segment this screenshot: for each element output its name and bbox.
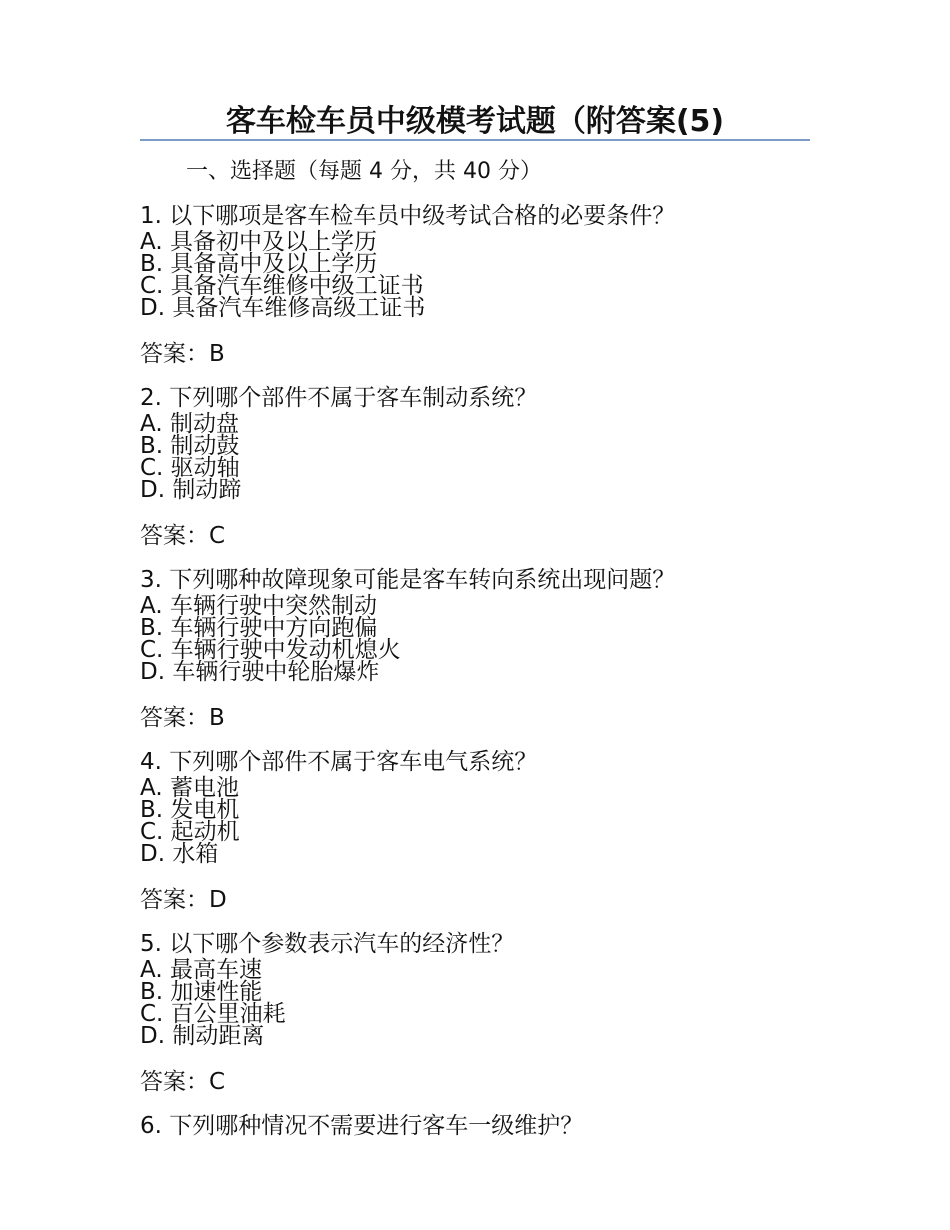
title-underline	[140, 139, 810, 141]
option-d: D. 具备汽车维修高级工证书	[140, 295, 426, 321]
question-5	[140, 929, 820, 1097]
option-a: A. 车辆行驶中突然制动	[140, 593, 377, 619]
option-b: B. 具备高中及以上学历	[140, 251, 378, 277]
section-heading: 一、选择题（每题 4 分，共 40 分）	[186, 159, 542, 184]
option-c: C. 车辆行驶中发动机熄火	[140, 637, 401, 663]
option-a: A. 制动盘	[140, 411, 239, 437]
option-d: D. 水箱	[140, 841, 219, 867]
option-b: B. 车辆行驶中方向跑偏	[140, 615, 378, 641]
answer-text: 答案：B	[140, 341, 225, 367]
answer-text: 答案：B	[140, 705, 225, 731]
question-text: 3. 下列哪种故障现象可能是客车转向系统出现问题？	[140, 567, 676, 593]
option-b: B. 发电机	[140, 797, 240, 823]
option-c: C. 驱动轴	[140, 455, 240, 481]
question-text: 2. 下列哪个部件不属于客车制动系统？	[140, 385, 538, 411]
answer-text: 答案：C	[140, 1069, 226, 1095]
answer-text: 答案：D	[140, 887, 227, 913]
question-2	[140, 383, 820, 551]
question-1	[140, 201, 820, 369]
question-text: 4. 下列哪个部件不属于客车电气系统？	[140, 749, 538, 775]
option-c: C. 百公里油耗	[140, 1001, 286, 1027]
option-c: C. 具备汽车维修中级工证书	[140, 273, 424, 299]
option-c: C. 起动机	[140, 819, 240, 845]
option-a: A. 最高车速	[140, 957, 262, 983]
option-d: D. 制动距离	[140, 1023, 265, 1049]
question-list	[140, 201, 820, 1141]
question-text: 1. 以下哪项是客车检车员中级考试合格的必要条件？	[140, 203, 676, 229]
answer-text: 答案：C	[140, 523, 226, 549]
question-text: 5. 以下哪个参数表示汽车的经济性？	[140, 931, 515, 957]
option-d: D. 制动蹄	[140, 477, 242, 503]
question-6	[140, 1111, 820, 1141]
option-a: A. 具备初中及以上学历	[140, 229, 377, 255]
option-a: A. 蓄电池	[140, 775, 239, 801]
question-text: 6. 下列哪种情况不需要进行客车一级维护？	[140, 1113, 584, 1139]
question-3	[140, 565, 820, 733]
option-b: B. 制动鼓	[140, 433, 240, 459]
option-d: D. 车辆行驶中轮胎爆炸	[140, 659, 380, 685]
question-4	[140, 747, 820, 915]
option-b: B. 加速性能	[140, 979, 263, 1005]
document-title: 客车检车员中级模考试题（附答案(5)	[225, 104, 725, 139]
